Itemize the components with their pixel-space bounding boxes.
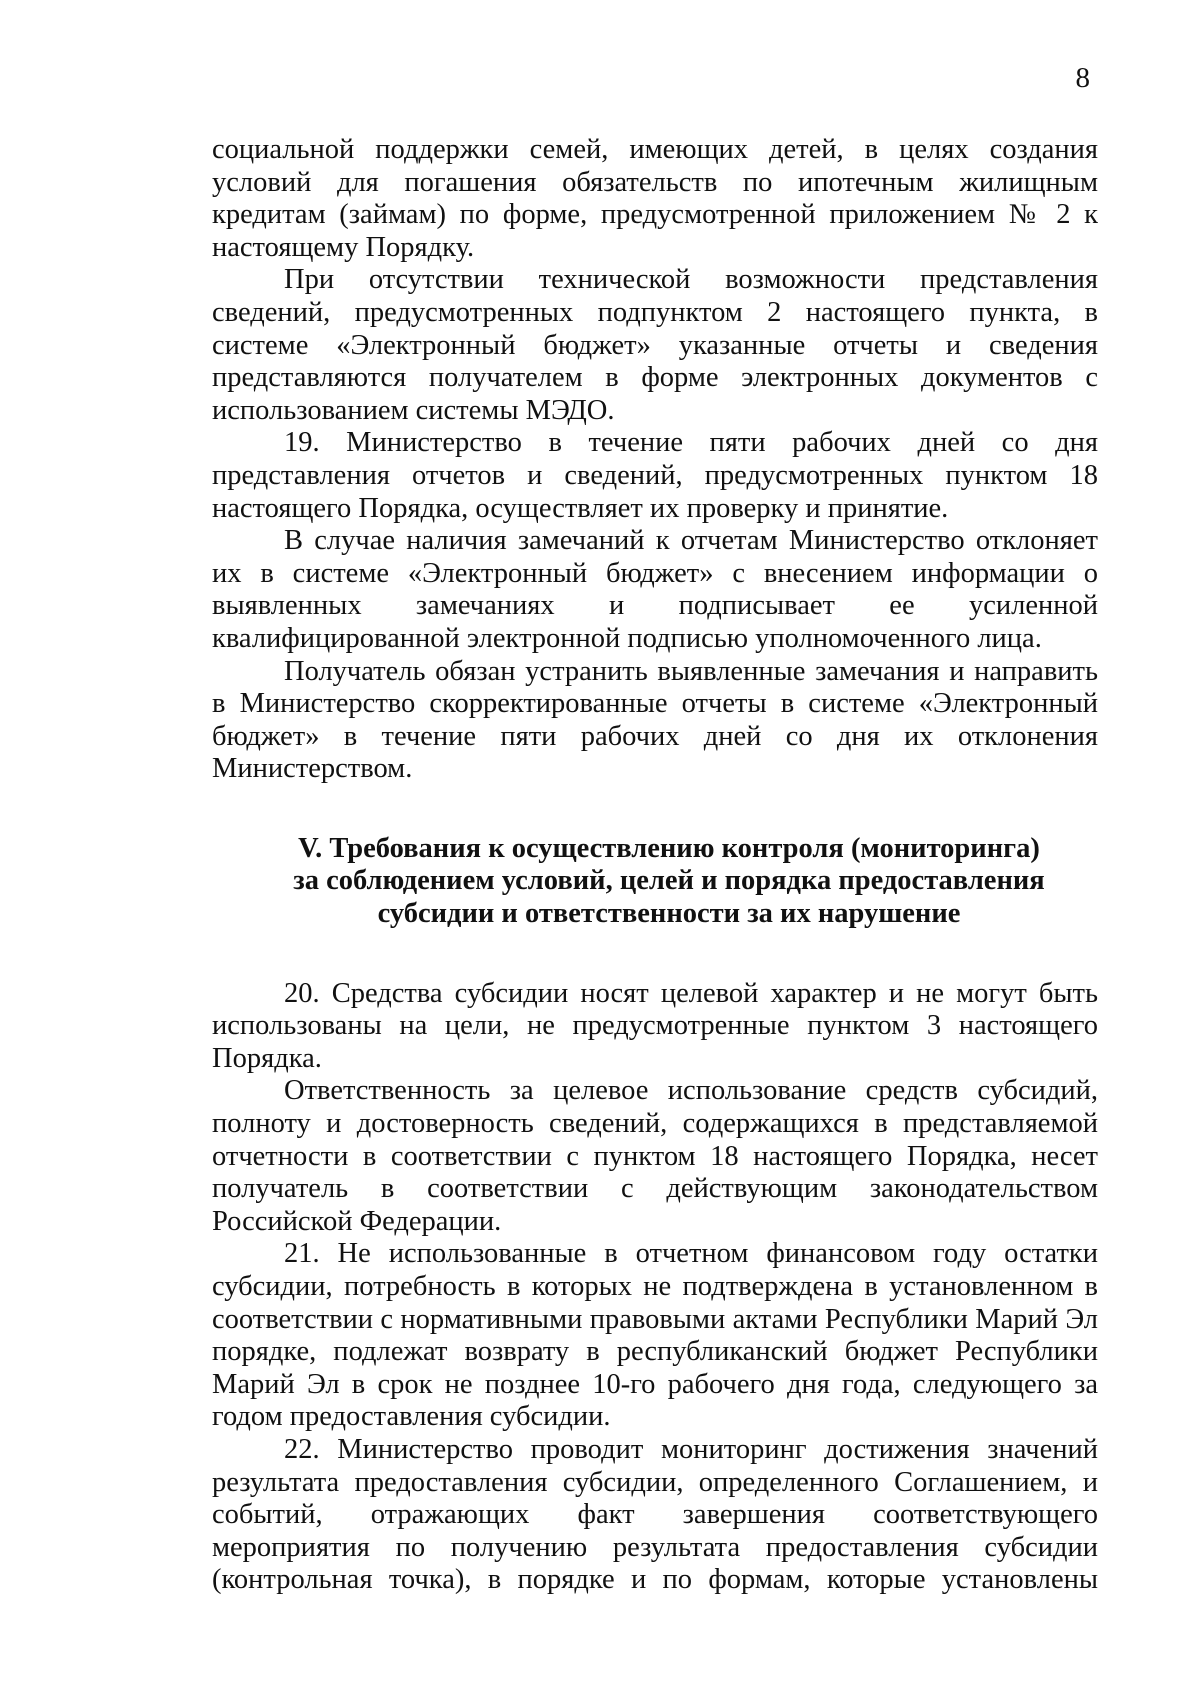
- paragraph-remarks: В случае наличия замечаний к отчетам Министерство отклоняет их в системе «Электронный бюджет» с внесением информации о выявленных замечаниях и подписывает ее усиленной квалифицированной электронной подписью уполномоченного лица.: [212, 525, 1098, 654]
- section-heading-line-2: за соблюдением условий, целей и порядка предоставления: [293, 865, 1045, 897]
- paragraph-item-21: 21. Не использованные в отчетном финансовом году остатки субсидии, потребность в которых не подтверждена в установленном в соответствии с нормативными правовыми актами Республики Марий Эл порядке, подлежат возврату в республиканский бюджет Республики Марий Эл в срок не позднее 10-го рабочего дня года, следующего за годом предоставления субсидии.: [212, 1238, 1098, 1433]
- paragraph-no-technical-possibility: При отсутствии технической возможности представления сведений, предусмотренных подпунктом 2 настоящего пункта, в системе «Электронный бюджет» указанные отчеты и сведения представляются получателем в форме электронных документов с использованием системы МЭДО.: [212, 264, 1098, 426]
- document-body: [212, 134, 1098, 1597]
- paragraph-item-19: 19. Министерство в течение пяти рабочих дней со дня представления отчетов и сведений, предусмотренных пунктом 18 настоящего Порядка, осуществляет их проверку и принятие.: [212, 427, 1098, 524]
- section-heading: [212, 833, 1098, 931]
- paragraph-continuation: социальной поддержки семей, имеющих детей, в целях создания условий для погашения обязательств по ипотечным жилищным кредитам (займам) по форме, предусмотренной приложением № 2 к настоящему Порядку.: [212, 134, 1098, 263]
- paragraph-recipient-obliged: Получатель обязан устранить выявленные замечания и направить в Министерство скорректированные отчеты в системе «Электронный бюджет» в течение пяти рабочих дней со дня их отклонения Министерством.: [212, 655, 1098, 785]
- paragraph-responsibility: Ответственность за целевое использование средств субсидий, полноту и достоверность сведений, содержащихся в представляемой отчетности в соответствии с пунктом 18 настоящего Порядка, несет получатель в соответствии с действующим законодательством Российской Федерации.: [212, 1075, 1098, 1237]
- paragraph-item-20: 20. Средства субсидии носят целевой характер и не могут быть использованы на цели, не предусмотренные пунктом 3 настоящего Порядка.: [212, 977, 1098, 1074]
- section-heading-line-3: субсидии и ответственности за их нарушение: [377, 898, 961, 930]
- paragraph-item-22: 22. Министерство проводит мониторинг достижения значений результата предоставления субсидии, определенного Соглашением, и событий, отражающих факт завершения соответствующего мероприятия по получению результата предоставления субсидии (контрольная точка), в порядке и по формам, которые установлены: [212, 1433, 1098, 1596]
- page-number: 8: [1075, 62, 1090, 94]
- section-heading-line-1: V. Требования к осуществлению контроля (мониторинга): [298, 832, 1040, 864]
